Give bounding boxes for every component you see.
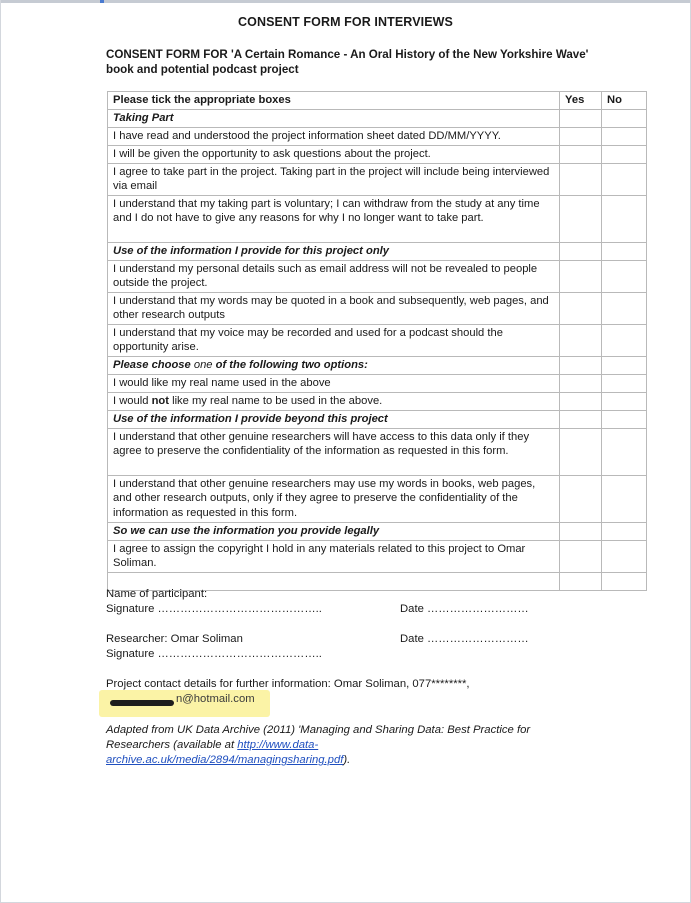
- no-checkbox-cell[interactable]: [602, 145, 647, 163]
- table-header-yes: Yes: [560, 92, 602, 110]
- consent-table: [107, 91, 647, 591]
- no-checkbox-cell[interactable]: [602, 392, 647, 410]
- yes-checkbox-cell: [560, 356, 602, 374]
- table-row: [108, 374, 647, 392]
- yes-checkbox-cell[interactable]: [560, 260, 602, 292]
- section-heading: Taking Part: [108, 109, 560, 127]
- table-row: [108, 324, 647, 356]
- yes-checkbox-cell: [560, 242, 602, 260]
- consent-statement: I would like my real name used in the above: [108, 374, 560, 392]
- consent-statement: I understand my personal details such as email address will not be revealed to people outside the project.: [108, 260, 560, 292]
- consent-statement: I would not like my real name to be used in the above.: [108, 392, 560, 410]
- consent-statement: I understand that other genuine researchers will have access to this data only if they agree to preserve the confidentiality of the information as requested in this form.: [108, 428, 560, 475]
- consent-statement: I understand that my voice may be recorded and used for a podcast should the opportunity arise.: [108, 324, 560, 356]
- contact-details: Project contact details for further information: Omar Soliman, 077********,: [106, 678, 470, 690]
- redaction-mark: [110, 700, 174, 706]
- no-checkbox-cell: [602, 356, 647, 374]
- researcher-signature-line[interactable]: Signature ……………………………………..: [106, 648, 322, 660]
- section-heading: Use of the information I provide for this project only: [108, 242, 560, 260]
- yes-checkbox-cell[interactable]: [560, 374, 602, 392]
- document-subtitle: [106, 47, 626, 77]
- no-checkbox-cell[interactable]: [602, 163, 647, 195]
- table-header-row: [108, 92, 647, 110]
- researcher-label: Researcher: Omar Soliman: [106, 633, 243, 645]
- no-checkbox-cell[interactable]: [602, 127, 647, 145]
- citation-link[interactable]: http://www.data- archive.ac.uk/media/2894/managingsharing.pdf: [106, 739, 344, 766]
- table-row: [108, 145, 647, 163]
- table-section-row: [108, 109, 647, 127]
- no-checkbox-cell[interactable]: [602, 195, 647, 242]
- table-row: [108, 392, 647, 410]
- no-checkbox-cell[interactable]: [602, 374, 647, 392]
- ruler-marker: [100, 0, 104, 3]
- contact-email: n@hotmail.com: [176, 693, 255, 705]
- consent-statement: I agree to assign the copyright I hold in any materials related to this project to Omar Soliman.: [108, 540, 560, 572]
- participant-date-line[interactable]: Date ………………………: [400, 603, 529, 615]
- yes-checkbox-cell[interactable]: [560, 475, 602, 522]
- table-section-row: [108, 522, 647, 540]
- yes-checkbox-cell: [560, 572, 602, 590]
- no-checkbox-cell[interactable]: [602, 260, 647, 292]
- no-checkbox-cell: [602, 572, 647, 590]
- yes-checkbox-cell[interactable]: [560, 127, 602, 145]
- table-row: [108, 292, 647, 324]
- table-header-no: No: [602, 92, 647, 110]
- no-checkbox-cell[interactable]: [602, 475, 647, 522]
- no-checkbox-cell: [602, 109, 647, 127]
- citation-end: ).: [343, 754, 351, 766]
- no-checkbox-cell[interactable]: [602, 292, 647, 324]
- table-section-row: [108, 410, 647, 428]
- yes-checkbox-cell[interactable]: [560, 163, 602, 195]
- no-checkbox-cell[interactable]: [602, 324, 647, 356]
- yes-checkbox-cell[interactable]: [560, 292, 602, 324]
- page-edge: [0, 0, 1, 903]
- yes-checkbox-cell[interactable]: [560, 145, 602, 163]
- table-section-row: [108, 242, 647, 260]
- table-row: [108, 195, 647, 242]
- yes-checkbox-cell[interactable]: [560, 428, 602, 475]
- subtitle-line-2: book and potential podcast project: [106, 63, 299, 76]
- consent-statement: I have read and understood the project information sheet dated DD/MM/YYYY.: [108, 127, 560, 145]
- subtitle-line-1: CONSENT FORM FOR 'A Certain Romance - An Oral History of the New Yorkshire Wave': [106, 48, 589, 61]
- table-row: [108, 127, 647, 145]
- no-checkbox-cell[interactable]: [602, 428, 647, 475]
- citation: [106, 723, 586, 768]
- table-row: [108, 260, 647, 292]
- participant-name-label: Name of participant:: [106, 588, 208, 600]
- section-heading: Use of the information I provide beyond this project: [108, 410, 560, 428]
- no-checkbox-cell: [602, 410, 647, 428]
- no-checkbox-cell: [602, 522, 647, 540]
- yes-checkbox-cell[interactable]: [560, 324, 602, 356]
- consent-statement: I understand that my taking part is voluntary; I can withdraw from the study at any time and I do not have to give any reasons for why I no longer want to take part.: [108, 195, 560, 242]
- yes-checkbox-cell: [560, 522, 602, 540]
- document-title: CONSENT FORM FOR INTERVIEWS: [238, 15, 453, 29]
- table-row: [108, 540, 647, 572]
- yes-checkbox-cell: [560, 109, 602, 127]
- no-checkbox-cell: [602, 242, 647, 260]
- table-section-row: [108, 356, 647, 374]
- researcher-date-line[interactable]: Date ………………………: [400, 633, 529, 645]
- yes-checkbox-cell[interactable]: [560, 392, 602, 410]
- table-row: [108, 475, 647, 522]
- citation-text: Adapted from UK Data Archive (2011) 'Managing and Sharing Data: Best Practice for Researchers (available at: [106, 724, 531, 751]
- table-row: [108, 163, 647, 195]
- table-header-prompt: Please tick the appropriate boxes: [108, 92, 560, 110]
- section-heading: So we can use the information you provide legally: [108, 522, 560, 540]
- yes-checkbox-cell[interactable]: [560, 540, 602, 572]
- section-heading: Please choose one of the following two options:: [108, 356, 560, 374]
- consent-statement: I will be given the opportunity to ask questions about the project.: [108, 145, 560, 163]
- yes-checkbox-cell[interactable]: [560, 195, 602, 242]
- yes-checkbox-cell: [560, 410, 602, 428]
- participant-signature-line[interactable]: Signature ……………………………………..: [106, 603, 322, 615]
- no-checkbox-cell[interactable]: [602, 540, 647, 572]
- consent-statement: I agree to take part in the project. Taking part in the project will include being interviewed via email: [108, 163, 560, 195]
- consent-statement: I understand that my words may be quoted in a book and subsequently, web pages, and other research outputs: [108, 292, 560, 324]
- consent-statement: I understand that other genuine researchers may use my words in books, web pages, and other research outputs, only if they agree to preserve the confidentiality of the information as requested in this form.: [108, 475, 560, 522]
- table-row: [108, 428, 647, 475]
